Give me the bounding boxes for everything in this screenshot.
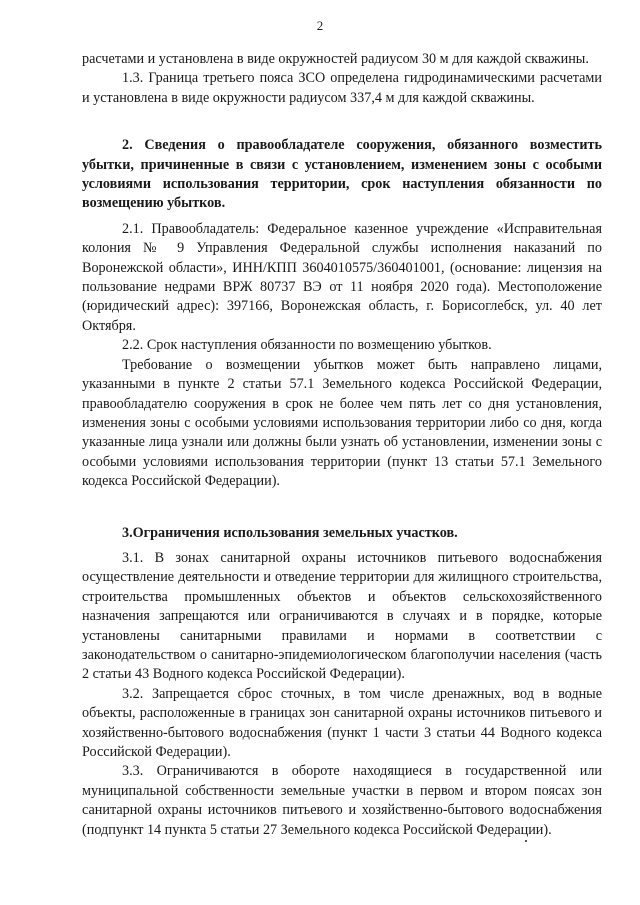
section-3-paragraph-3: 3.3. Ограничиваются в обороте находящиеся в государственной или муниципальной собственности земельные участки в первом и втором поясах зон санитарной охраны источников питьевого и хозяйственно-бытового водоснабжения (подпункт 14 пункта 5 статьи 27 Земельного кодекса Российской Федерации). [82,763,602,838]
section-3-heading: 3.Ограничения использования земельных участков. [122,524,458,541]
page-number: 2 [316,18,324,33]
section-3-paragraph-2: 3.2. Запрещается сброс сточных, в том числе дренажных, вод в водные объекты, расположенные в границах зон санитарной охраны источников питьевого и хозяйственно-бытового водоснабжения (пункт 1 части 3 статьи 44 Водного кодекса Российской Федерации). [82,685,602,760]
section-2-paragraph-3: Требование о возмещении убытков может быть направлено лицами, указанными в пункте 2 статьи 57.1 Земельного кодекса Российской Федерации, правообладателю сооружения в срок не более чем пять лет со дня установления, изменения зоны с особыми условиями использования территории либо со дня, когда указанные лица узнали или должны были узнать об установлении, изменении зоны с особыми условиями использования территории (пункт 13 статьи 57.1 Земельного кодекса Российской Федерации). [82,356,602,490]
scan-speck [525,840,527,842]
section-3-paragraph-1: 3.1. В зонах санитарной охраны источников питьевого водоснабжения осуществление деятельности и отведение территории для жилищного строительства, строительства промышленных объектов и объектов сельскохозяйственного назначения запрещаются или ограничиваются в случаях и в порядке, которые установлены санитарными правилами и нормами в соответствии с законодательством о санитарно-эпидемиологическом благополучии населения (часть 2 статьи 43 Водного кодекса Российской Федерации). [82,549,602,683]
section-2-paragraph-1: 2.1. Правообладатель: Федеральное казенное учреждение «Исправительная колония № 9 Управления Федеральной службы исполнения наказаний по Воронежской области», ИНН/КПП 3604010575/360401001, (основание: лицензия на пользование недрами ВРЖ 80737 ВЭ от 11 ноября 2020 года). Местоположение (юридический адрес): 397166, Воронежская область, г. Борисоглебск, ул. 40 лет Октября. [82,220,602,334]
intro-paragraph-2: 1.3. Граница третьего пояса ЗСО определена гидродинамическими расчетами и установлена в виде окружности радиусом 337,4 м для каждой скважины. [82,70,602,106]
intro-paragraph-1: расчетами и установлена в виде окружностей радиусом 30 м для каждой скважины. [82,51,589,67]
document-body [82,50,602,840]
section-2-heading: 2. Сведения о правообладателе сооружения, обязанного возместить убытки, причиненные в связи с установлением, изменением зоны с особыми условиями использования территории, срок наступления обязанности по возмещению убытков. [82,137,602,212]
section-2-paragraph-2: 2.2. Срок наступления обязанности по возмещению убытков. [122,337,492,354]
